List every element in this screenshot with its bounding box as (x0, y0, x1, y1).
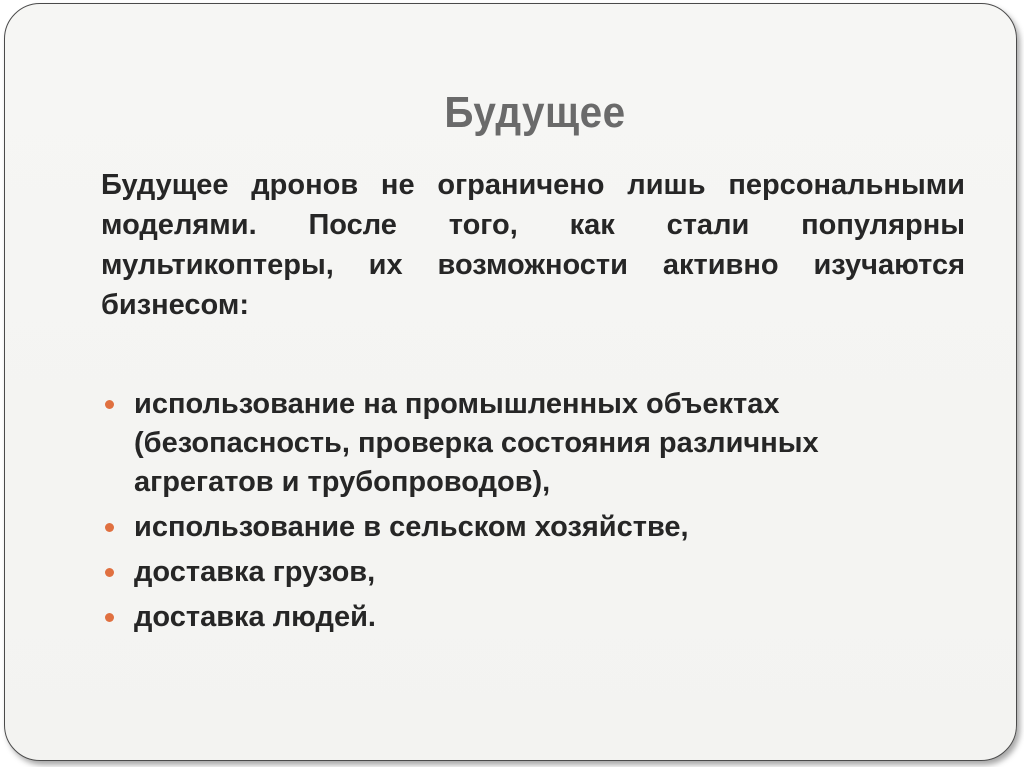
bullet-text: использование на промышленных объектах (безопасность, проверка состояния различных агрегатов и трубопроводов), (134, 388, 819, 498)
slide-title: Будущее (444, 88, 626, 137)
bullet-item-cargo-delivery (101, 553, 921, 592)
bullet-text: доставка людей. (134, 601, 376, 633)
bullet-item-agriculture (101, 508, 921, 547)
bullet-dot-icon (105, 523, 114, 532)
bullet-item-people-delivery (101, 598, 921, 637)
intro-paragraph: Будущее дронов не ограничено лишь персональными моделями. После того, как стали популярны мультикоптеры, их возможности активно изучаются бизнесом: (101, 169, 965, 321)
bullet-text: использование в сельском хозяйстве, (134, 511, 689, 543)
bullet-dot-icon (105, 568, 114, 577)
bullet-text: доставка грузов, (134, 556, 376, 588)
bullet-dot-icon (105, 400, 114, 409)
bullet-list (101, 385, 921, 643)
bullet-dot-icon (105, 613, 114, 622)
bullet-item-industrial (101, 385, 921, 502)
